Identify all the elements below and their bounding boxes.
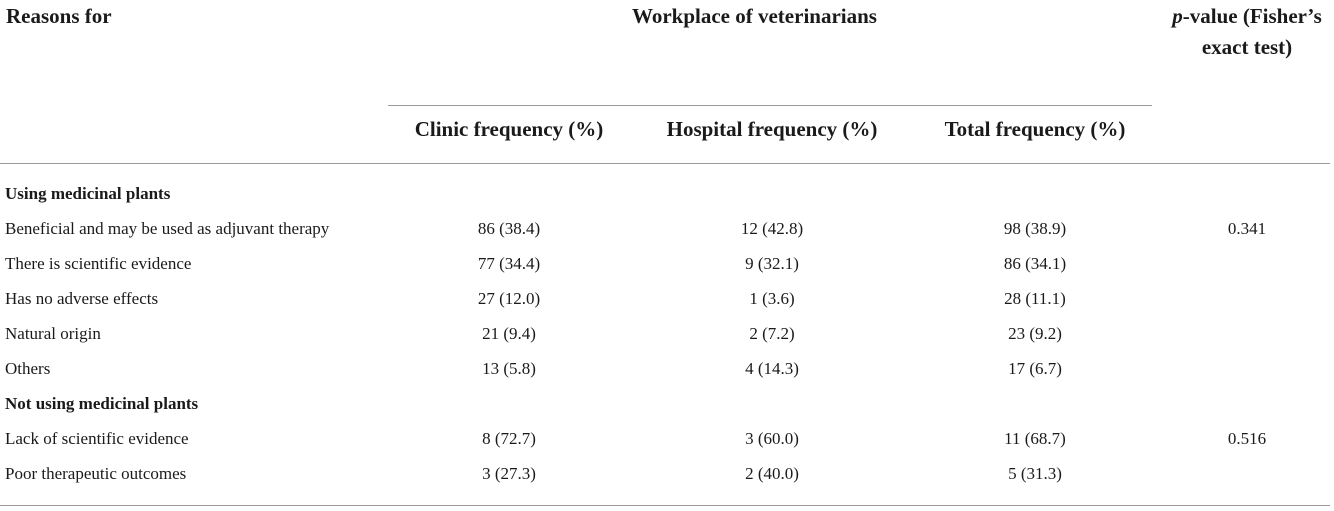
table-row <box>0 456 1330 491</box>
cell-total: 5 (31.3) <box>1008 464 1062 483</box>
cell-hospital: 12 (42.8) <box>740 219 804 238</box>
cell-clinic: 86 (38.4) <box>477 219 541 238</box>
subheader-hospital: Hospital frequency (%) <box>666 117 878 141</box>
subheader-total: Total frequency (%) <box>944 117 1126 141</box>
section-row-not-using <box>0 386 1330 421</box>
cell-clinic: 27 (12.0) <box>477 289 541 308</box>
row-label: Has no adverse effects <box>5 289 159 308</box>
cell-clinic: 8 (72.7) <box>482 429 536 448</box>
row-label: Natural origin <box>5 324 101 343</box>
cell-total: 23 (9.2) <box>1008 324 1062 343</box>
header-p-value-rest: -value (Fisher’s exact test) <box>1182 4 1322 59</box>
cell-p-value: 0.341 <box>1227 219 1267 238</box>
cell-total: 86 (34.1) <box>1003 254 1067 273</box>
table-row <box>0 211 1330 246</box>
subheader-rule <box>388 105 1152 106</box>
cell-clinic: 13 (5.8) <box>482 359 536 378</box>
cell-total: 98 (38.9) <box>1003 219 1067 238</box>
header-p-value <box>1166 1 1328 63</box>
cell-total: 28 (11.1) <box>1004 289 1066 308</box>
cell-hospital: 2 (40.0) <box>745 464 799 483</box>
header-reasons-for: Reasons for <box>6 4 112 28</box>
cell-hospital: 3 (60.0) <box>745 429 799 448</box>
header-p-value-italic: p <box>1172 4 1183 28</box>
table-row <box>0 421 1330 456</box>
cell-total: 17 (6.7) <box>1008 359 1062 378</box>
row-label: There is scientific evidence <box>5 254 192 273</box>
cell-clinic: 3 (27.3) <box>482 464 536 483</box>
table-bottom-rule <box>0 505 1330 506</box>
header-bottom-rule <box>0 163 1330 164</box>
table-row <box>0 316 1330 351</box>
row-label: Others <box>5 359 51 378</box>
cell-clinic: 77 (34.4) <box>477 254 541 273</box>
table-row <box>0 281 1330 316</box>
row-label: Poor therapeutic outcomes <box>5 464 187 483</box>
table-row <box>0 351 1330 386</box>
cell-hospital: 2 (7.2) <box>749 324 795 343</box>
header-workplace-of-veterinarians: Workplace of veterinarians <box>632 4 877 28</box>
section-title: Using medicinal plants <box>5 184 171 203</box>
cell-hospital: 9 (32.1) <box>745 254 799 273</box>
cell-hospital: 4 (14.3) <box>745 359 799 378</box>
section-title: Not using medicinal plants <box>5 394 199 413</box>
row-label: Beneficial and may be used as adjuvant therapy <box>5 219 330 238</box>
cell-total: 11 (68.7) <box>1004 429 1066 448</box>
cell-p-value: 0.516 <box>1227 429 1267 448</box>
row-label: Lack of scientific evidence <box>5 429 189 448</box>
cell-hospital: 1 (3.6) <box>749 289 795 308</box>
section-row-using <box>0 176 1330 211</box>
subheader-clinic: Clinic frequency (%) <box>414 117 604 141</box>
table-row <box>0 246 1330 281</box>
cell-clinic: 21 (9.4) <box>482 324 536 343</box>
